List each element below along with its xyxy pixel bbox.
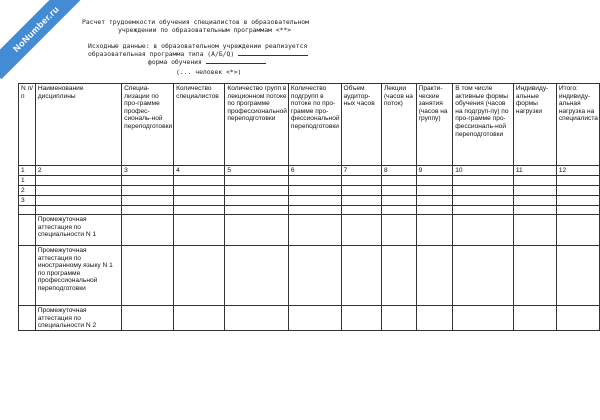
- column-number: 8: [381, 166, 416, 176]
- header-cell: Итого: индивиду-альная нагрузка на специалиста: [556, 84, 599, 166]
- table-cell: [453, 196, 514, 206]
- table-cell: [174, 186, 225, 196]
- title-line-2: учреждении по образовательным программам <**>: [118, 26, 292, 34]
- table-cell: [453, 215, 514, 246]
- table-cell: [122, 196, 174, 206]
- table-cell: [556, 215, 599, 246]
- table-cell: [416, 246, 453, 306]
- row-number: [19, 246, 36, 306]
- table-cell: [288, 246, 341, 306]
- row-number: 2: [19, 186, 36, 196]
- table-cell: [416, 176, 453, 186]
- table-row: [19, 186, 600, 196]
- table-cell: [225, 246, 289, 306]
- column-number-row: [19, 166, 600, 176]
- table-row: [19, 206, 600, 215]
- table-cell: [381, 246, 416, 306]
- table-row: [19, 306, 600, 331]
- column-number: 1: [19, 166, 36, 176]
- table-cell: [225, 215, 289, 246]
- column-number: 7: [341, 166, 381, 176]
- title-line-1: Расчет трудоемкости обучения специалистов в образовательном: [82, 18, 310, 26]
- table-cell: [416, 206, 453, 215]
- table-cell: [288, 176, 341, 186]
- table-cell: [341, 206, 381, 215]
- table-cell: [556, 246, 599, 306]
- source-line-3: [148, 58, 266, 66]
- table-cell: [288, 206, 341, 215]
- table-cell: [341, 196, 381, 206]
- row-number: 3: [19, 196, 36, 206]
- program-type-blank: [238, 55, 308, 56]
- table-cell: [381, 206, 416, 215]
- study-form-blank: [206, 63, 266, 64]
- table-cell: [341, 246, 381, 306]
- discipline-name: Промежуточная аттестация по специальности N 1: [35, 215, 121, 246]
- study-form-label: форма обучения: [148, 58, 202, 66]
- row-number: [19, 206, 36, 215]
- header-cell: Количество групп в лекционном потоке по программе профессиональной переподготовки: [225, 84, 289, 166]
- table-cell: [556, 176, 599, 186]
- table-cell: [513, 206, 556, 215]
- watermark: NoNumber.ru: [0, 0, 86, 79]
- header-cell: Количество подгрупп в потоке по про-грамме про-фессиональной переподготовки: [288, 84, 341, 166]
- workload-table: [18, 83, 600, 331]
- column-number: 10: [453, 166, 514, 176]
- discipline-name: [35, 186, 121, 196]
- column-number: 6: [288, 166, 341, 176]
- column-number: 11: [513, 166, 556, 176]
- source-line-1: Исходные данные: в образовательном учреждении реализуется: [88, 42, 308, 50]
- table-cell: [225, 196, 289, 206]
- table-cell: [288, 186, 341, 196]
- table-cell: [381, 196, 416, 206]
- discipline-name: [35, 176, 121, 186]
- table-cell: [453, 176, 514, 186]
- table-cell: [513, 246, 556, 306]
- table-cell: [288, 306, 341, 331]
- source-line-2: [88, 50, 308, 58]
- table-cell: [225, 176, 289, 186]
- column-number: 9: [416, 166, 453, 176]
- table-cell: [225, 186, 289, 196]
- table-cell: [416, 306, 453, 331]
- discipline-name: Промежуточная аттестация по специальности N 2: [35, 306, 121, 331]
- column-number: 2: [35, 166, 121, 176]
- table-cell: [122, 206, 174, 215]
- table-cell: [174, 206, 225, 215]
- discipline-name: Промежуточная аттестация по иностранному языку N 1 по программе профессиональной переподготовки: [35, 246, 121, 306]
- table-row: [19, 246, 600, 306]
- table-cell: [556, 186, 599, 196]
- row-number: [19, 215, 36, 246]
- table-cell: [453, 306, 514, 331]
- table-cell: [513, 306, 556, 331]
- table-cell: [513, 176, 556, 186]
- table-cell: [556, 306, 599, 331]
- table-header-row: [19, 84, 600, 166]
- header-cell: Лекции (часов на поток): [381, 84, 416, 166]
- table-cell: [225, 306, 289, 331]
- table-cell: [174, 176, 225, 186]
- table-cell: [288, 196, 341, 206]
- discipline-name: [35, 196, 121, 206]
- discipline-name: [35, 206, 121, 215]
- column-number: 4: [174, 166, 225, 176]
- table-cell: [288, 215, 341, 246]
- table-row: [19, 196, 600, 206]
- table-cell: [122, 306, 174, 331]
- header-cell: Специа-лизации по про-грамме профес-сиональ-ной переподготовки: [122, 84, 174, 166]
- table-cell: [122, 246, 174, 306]
- header-cell: Практи-ческие занятия (часов на группу): [416, 84, 453, 166]
- row-number: [19, 306, 36, 331]
- header-cell: Количество специалистов: [174, 84, 225, 166]
- table-cell: [122, 215, 174, 246]
- table-cell: [122, 176, 174, 186]
- table-cell: [453, 186, 514, 196]
- table-cell: [341, 306, 381, 331]
- table-row: [19, 176, 600, 186]
- table-cell: [416, 215, 453, 246]
- table-cell: [122, 186, 174, 196]
- table-cell: [416, 186, 453, 196]
- table-cell: [513, 215, 556, 246]
- table-cell: [341, 176, 381, 186]
- table-cell: [513, 196, 556, 206]
- row-number: 1: [19, 176, 36, 186]
- table-cell: [381, 176, 416, 186]
- header-cell: Объем аудитор-ных часов: [341, 84, 381, 166]
- table-cell: [341, 186, 381, 196]
- column-number: 5: [225, 166, 289, 176]
- header-cell: В том числе активные формы обучения (часов на подгруп-пу) по про-грамме про-фессиональ-ной переподготовки: [453, 84, 514, 166]
- table-cell: [556, 206, 599, 215]
- table-cell: [174, 246, 225, 306]
- table-cell: [341, 215, 381, 246]
- table-cell: [174, 196, 225, 206]
- source-line-4: (... человек <*>): [176, 68, 242, 76]
- table-cell: [174, 215, 225, 246]
- header-cell: N п/п: [19, 84, 36, 166]
- header-cell: Индивиду-альные формы нагрузки: [513, 84, 556, 166]
- column-number: 3: [122, 166, 174, 176]
- table-cell: [174, 306, 225, 331]
- table-cell: [453, 206, 514, 215]
- table-cell: [556, 196, 599, 206]
- table-cell: [225, 206, 289, 215]
- header-cell: Наименование дисциплины: [35, 84, 121, 166]
- table-cell: [381, 186, 416, 196]
- column-number: 12: [556, 166, 599, 176]
- table-cell: [381, 306, 416, 331]
- program-type-label: образовательная программа типа (А/Б/Q): [88, 50, 235, 58]
- table-cell: [513, 186, 556, 196]
- table-row: [19, 215, 600, 246]
- table-cell: [453, 246, 514, 306]
- table-cell: [416, 196, 453, 206]
- table-cell: [381, 215, 416, 246]
